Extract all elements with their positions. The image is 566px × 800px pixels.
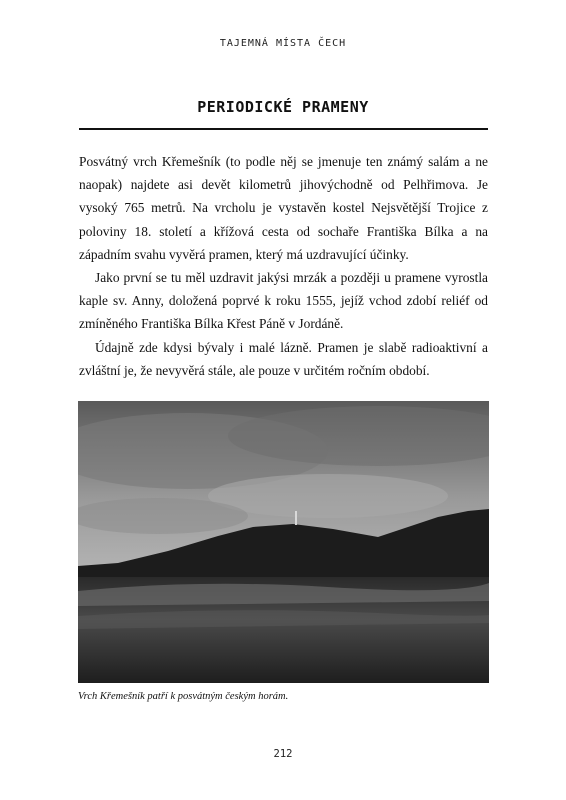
photo-caption: Vrch Křemešník patří k posvátným českým horám. [78,691,289,702]
landscape-photo-drawing [78,401,489,683]
landscape-photo [78,401,489,683]
chapter-title: PERIODICKÉ PRAMENY [197,98,369,116]
lookout-tower [295,511,297,525]
page-number: 212 [273,748,293,760]
paragraph-2: Jako první se tu měl uzdravit jakýsi mrzák a později u pramene vyrostla kaple sv. Anny, doložená poprvé k roku 1555, jejíž vchod zdobí reliéf od zmíněného Františka Bílka Křest Páně v Jordáně. [79,270,488,332]
paragraph-3: Údajně zde kdysi bývaly i malé lázně. Pramen je slabě radioaktivní a zvláštní je, že nevyvěrá stále, ale pouze v určitém ročním období. [79,339,488,378]
body-text [79,150,488,382]
paragraph-1: Posvátný vrch Křemešník (to podle něj se jmenuje ten známý salám a ne naopak) najdete asi devět kilometrů jihovýchodně od Pelhřimova. Je vysoký 765 metrů. Na vrcholu je vystavěn kostel Nejsvětější Trojice z poloviny 18. století a křížová cesta od sochaře Františka Bílka a na západním svahu vyvěrá pramen, který má uzdravující účinky. [79,154,488,262]
running-head: TAJEMNÁ MÍSTA ČECH [219,38,347,49]
title-rule [79,128,488,130]
